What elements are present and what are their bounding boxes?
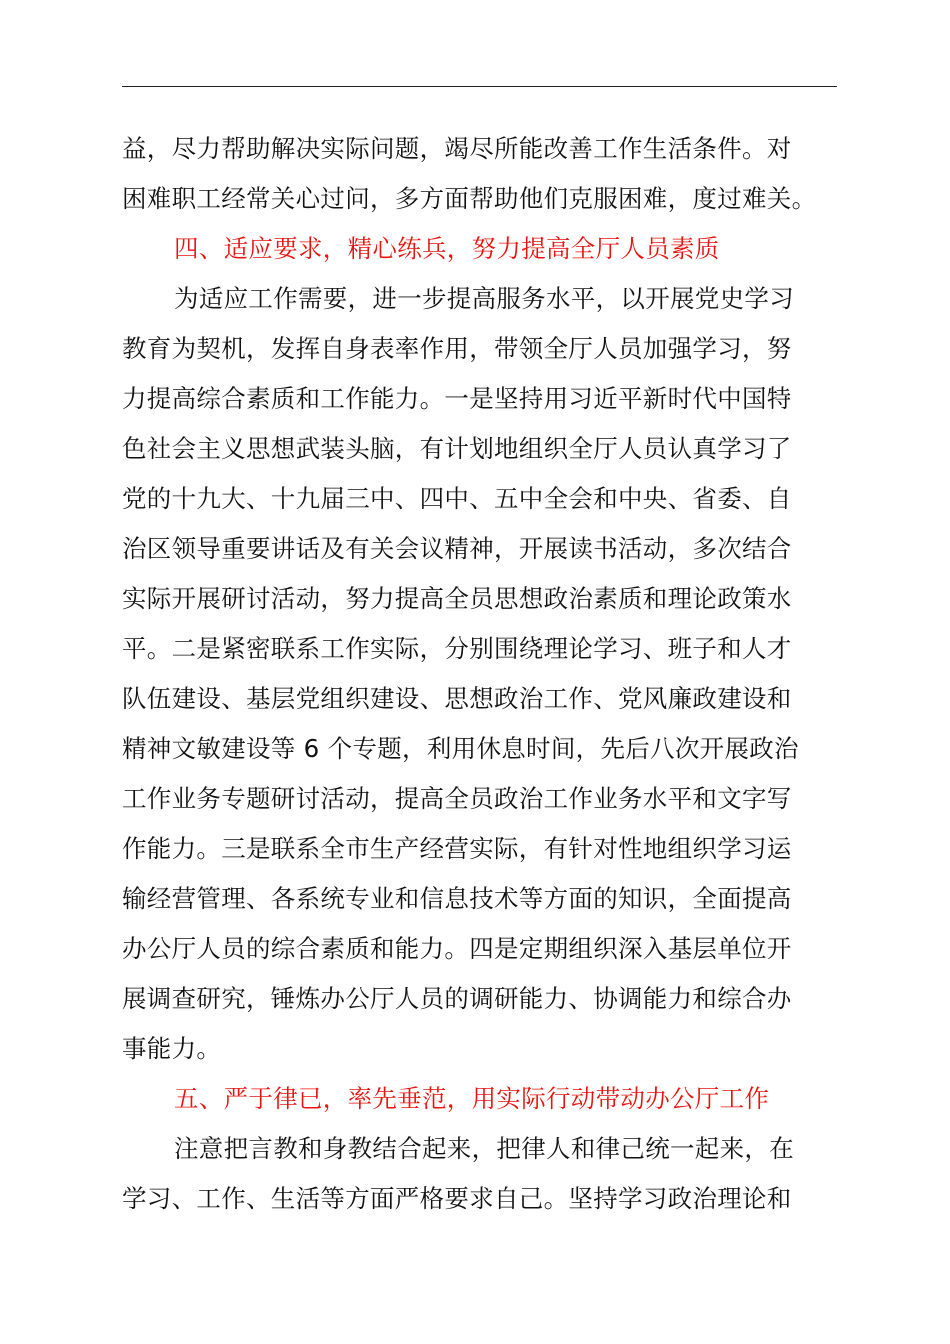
body-line: 事能力。 bbox=[122, 1034, 222, 1063]
body-line: 作能力。三是联系全市生产经营实际，有针对性地组织学习运 bbox=[122, 834, 792, 863]
body-line: 实际开展研讨活动，努力提高全员思想政治素质和理论政策水 bbox=[122, 584, 792, 613]
document-body bbox=[122, 124, 842, 1224]
body-line: 治区领导重要讲话及有关会议精神，开展读书活动，多次结合 bbox=[122, 534, 792, 563]
body-line: 力提高综合素质和工作能力。一是坚持用习近平新时代中国特 bbox=[122, 384, 792, 413]
body-line: 困难职工经常关心过问，多方面帮助他们克服困难，度过难关。 bbox=[122, 184, 817, 213]
body-line: 输经营管理、各系统专业和信息技术等方面的知识，全面提高 bbox=[122, 884, 792, 913]
body-line: 学习、工作、生活等方面严格要求自己。坚持学习政治理论和 bbox=[122, 1184, 792, 1213]
section-heading-5: 五、严于律已，率先垂范，用实际行动带动办公厅工作 bbox=[174, 1084, 770, 1113]
body-line: 工作业务专题研讨活动，提高全员政治工作业务水平和文字写 bbox=[122, 784, 792, 813]
body-line: 办公厅人员的综合素质和能力。四是定期组织深入基层单位开 bbox=[122, 934, 792, 963]
body-line: 党的十九大、十九届三中、四中、五中全会和中央、省委、自 bbox=[122, 484, 792, 513]
paragraph-first-line: 为适应工作需要，进一步提高服务水平，以开展党史学习 bbox=[174, 284, 794, 313]
body-line: 益，尽力帮助解决实际问题，竭尽所能改善工作生活条件。对 bbox=[122, 134, 792, 163]
body-line: 平。二是紧密联系工作实际，分别围绕理论学习、班子和人才 bbox=[122, 634, 792, 663]
body-line: 色社会主义思想武装头脑，有计划地组织全厅人员认真学习了 bbox=[122, 434, 792, 463]
section-heading-4: 四、适应要求，精心练兵，努力提高全厅人员素质 bbox=[174, 234, 720, 263]
body-line: 展调查研究，锤炼办公厅人员的调研能力、协调能力和综合办 bbox=[122, 984, 792, 1013]
body-line: 教育为契机，发挥自身表率作用，带领全厅人员加强学习，努 bbox=[122, 334, 792, 363]
body-line: 队伍建设、基层党组织建设、思想政治工作、党风廉政建设和 bbox=[122, 684, 792, 713]
body-line: 精神文敏建设等 6 个专题，利用休息时间，先后八次开展政治 bbox=[122, 734, 799, 763]
header-rule bbox=[122, 86, 837, 87]
paragraph-first-line: 注意把言教和身教结合起来，把律人和律己统一起来，在 bbox=[174, 1134, 794, 1163]
